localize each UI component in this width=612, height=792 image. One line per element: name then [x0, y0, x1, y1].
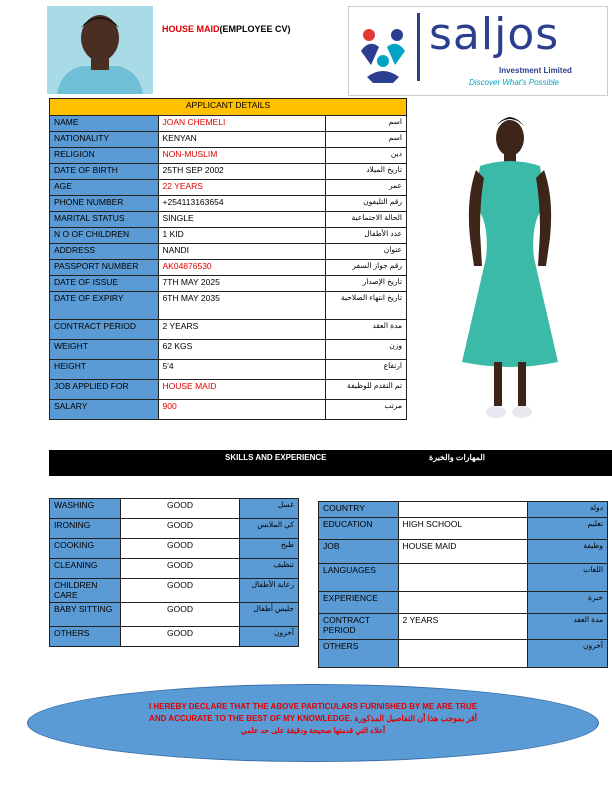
experience-row	[319, 518, 608, 540]
experience-value	[398, 564, 528, 592]
experience-label: COUNTRY	[319, 502, 399, 518]
skill-value: GOOD	[121, 499, 240, 519]
skill-value: GOOD	[121, 603, 240, 627]
applicant-label: NATIONALITY	[50, 132, 159, 148]
applicant-label-ar: عدد الأطفال	[326, 228, 407, 244]
skills-table	[49, 498, 299, 647]
passport-photo	[47, 6, 153, 94]
skill-label-ar: غسل	[240, 499, 299, 519]
skill-value: GOOD	[121, 539, 240, 559]
applicant-label-ar: ارتفاع	[326, 360, 407, 380]
applicant-row	[50, 276, 407, 292]
declaration-line-2: AND ACCURATE TO THE BEST OF MY KNOWLEDGE.	[149, 714, 353, 723]
applicant-label: ADDRESS	[50, 244, 159, 260]
skill-label-ar: جليس أطفال	[240, 603, 299, 627]
applicant-label-ar: اسم	[326, 132, 407, 148]
skill-label-ar: تنظيف	[240, 559, 299, 579]
skills-experience-bar	[49, 450, 612, 476]
applicant-label: HEIGHT	[50, 360, 159, 380]
applicant-label: DATE OF ISSUE	[50, 276, 159, 292]
applicant-label-ar: تم التقدم للوظيفة	[326, 380, 407, 400]
experience-label: OTHERS	[319, 640, 399, 668]
skill-label: COOKING	[50, 539, 121, 559]
title-job: HOUSE MAID	[162, 24, 220, 34]
applicant-label-ar: تاريخ الإصدار	[326, 276, 407, 292]
applicant-row	[50, 164, 407, 180]
experience-row	[319, 614, 608, 640]
applicant-row	[50, 180, 407, 196]
declaration-ar-1: أقر بموجب هذا أن التفاصيل المذكورة	[354, 714, 477, 723]
skills-bar-en: SKILLS AND EXPERIENCE	[225, 453, 327, 462]
skill-label-ar: رعاية الأطفال	[240, 579, 299, 603]
skill-label: IRONING	[50, 519, 121, 539]
experience-row	[319, 502, 608, 518]
applicant-value: 62 KGS	[158, 340, 326, 360]
applicant-label-ar: وزن	[326, 340, 407, 360]
applicant-label-ar: تاريخ انتهاء الصلاحية	[326, 292, 407, 320]
applicant-row	[50, 148, 407, 164]
experience-value: 2 YEARS	[398, 614, 528, 640]
page-title	[162, 24, 291, 34]
applicant-value: 1 KID	[158, 228, 326, 244]
skill-value: GOOD	[121, 519, 240, 539]
skill-row	[50, 559, 299, 579]
applicant-label: PHONE NUMBER	[50, 196, 159, 212]
skill-label-ar: طبخ	[240, 539, 299, 559]
applicant-row	[50, 212, 407, 228]
skill-label: OTHERS	[50, 627, 121, 647]
applicant-label: N O OF CHILDREN	[50, 228, 159, 244]
skill-row	[50, 519, 299, 539]
experience-table	[318, 501, 608, 668]
applicant-label: NAME	[50, 116, 159, 132]
applicant-label-ar: رقم جواز السفر	[326, 260, 407, 276]
applicant-row	[50, 116, 407, 132]
applicant-value: NANDI	[158, 244, 326, 260]
applicant-label-ar: تاريخ الميلاد	[326, 164, 407, 180]
applicant-label-ar: عنوان	[326, 244, 407, 260]
experience-label-ar: وظيفة	[528, 540, 608, 564]
applicant-label: AGE	[50, 180, 159, 196]
applicant-value: JOAN CHEMELI	[158, 116, 326, 132]
applicant-value: 6TH MAY 2035	[158, 292, 326, 320]
skill-row	[50, 579, 299, 603]
applicant-value: 2 YEARS	[158, 320, 326, 340]
applicant-value: 22 YEARS	[158, 180, 326, 196]
logo-tagline: Discover What's Possible	[469, 78, 559, 87]
applicant-row	[50, 400, 407, 420]
skill-label: BABY SITTING	[50, 603, 121, 627]
experience-label-ar: آخرون	[528, 640, 608, 668]
experience-row	[319, 540, 608, 564]
skill-value: GOOD	[121, 579, 240, 603]
applicant-row	[50, 132, 407, 148]
applicant-value: 900	[158, 400, 326, 420]
applicant-value: KENYAN	[158, 132, 326, 148]
logo-subtitle: Investment Limited	[499, 66, 572, 75]
experience-value: HIGH SCHOOL	[398, 518, 528, 540]
applicant-label: PASSPORT NUMBER	[50, 260, 159, 276]
applicant-label: SALARY	[50, 400, 159, 420]
skill-value: GOOD	[121, 559, 240, 579]
company-logo	[348, 6, 608, 96]
experience-row	[319, 640, 608, 668]
experience-label-ar: دولة	[528, 502, 608, 518]
applicant-label: RELIGION	[50, 148, 159, 164]
applicant-label: CONTRACT PERIOD	[50, 320, 159, 340]
declaration-line-1: I HEREBY DECLARE THAT THE ABOVE PARTICULARS FURNISHED BY ME ARE TRUE	[148, 702, 478, 711]
experience-label: CONTRACT PERIOD	[319, 614, 399, 640]
skill-row	[50, 499, 299, 519]
applicant-row	[50, 380, 407, 400]
skill-label: WASHING	[50, 499, 121, 519]
applicant-label-ar: الحالة الاجتماعية	[326, 212, 407, 228]
experience-value	[398, 640, 528, 668]
experience-label: EDUCATION	[319, 518, 399, 540]
experience-label-ar: مدة العقد	[528, 614, 608, 640]
applicant-label: MARITAL STATUS	[50, 212, 159, 228]
applicant-label-ar: مدة العقد	[326, 320, 407, 340]
applicant-value: +254113163654	[158, 196, 326, 212]
experience-row	[319, 564, 608, 592]
full-body-photo	[440, 108, 580, 438]
skill-label-ar: كي الملابس	[240, 519, 299, 539]
applicant-label: DATE OF EXPIRY	[50, 292, 159, 320]
applicant-details-table	[49, 98, 407, 420]
experience-row	[319, 592, 608, 614]
experience-label: EXPERIENCE	[319, 592, 399, 614]
experience-value: HOUSE MAID	[398, 540, 528, 564]
applicant-label: DATE OF BIRTH	[50, 164, 159, 180]
applicant-row	[50, 196, 407, 212]
applicant-value: HOUSE MAID	[158, 380, 326, 400]
applicant-value: 7TH MAY 2025	[158, 276, 326, 292]
applicant-label-ar: مرتب	[326, 400, 407, 420]
experience-value	[398, 502, 528, 518]
skill-row	[50, 603, 299, 627]
applicant-label-ar: دين	[326, 148, 407, 164]
applicant-label-ar: رقم التليفون	[326, 196, 407, 212]
experience-label-ar: خبرة	[528, 592, 608, 614]
logo-brand: saljos	[429, 9, 560, 60]
skill-label-ar: آخرون	[240, 627, 299, 647]
experience-value	[398, 592, 528, 614]
applicant-row	[50, 320, 407, 340]
applicant-row	[50, 360, 407, 380]
experience-label: LANGUAGES	[319, 564, 399, 592]
applicant-label-ar: عمر	[326, 180, 407, 196]
skill-value: GOOD	[121, 627, 240, 647]
applicant-value: NON-MUSLIM	[158, 148, 326, 164]
applicant-label: JOB APPLIED FOR	[50, 380, 159, 400]
logo-figures-icon	[353, 21, 413, 85]
applicant-value: SINGLE	[158, 212, 326, 228]
applicant-label-ar: اسم	[326, 116, 407, 132]
skills-bar-ar: المهارات والخبرة	[429, 453, 485, 462]
skill-row	[50, 539, 299, 559]
applicant-value: AK04876530	[158, 260, 326, 276]
applicant-row	[50, 292, 407, 320]
applicant-value: 5'4	[158, 360, 326, 380]
experience-label-ar: تعليم	[528, 518, 608, 540]
applicant-label: WEIGHT	[50, 340, 159, 360]
experience-label-ar: اللغات	[528, 564, 608, 592]
applicant-details-heading: APPLICANT DETAILS	[50, 99, 407, 116]
title-suffix: (EMPLOYEE CV)	[219, 24, 291, 34]
experience-label: JOB	[319, 540, 399, 564]
skill-label: CHILDREN CARE	[50, 579, 121, 603]
declaration-ar-2: أعلاه التي قدمتها صحيحة ودقيقة على حد علمي	[240, 726, 386, 735]
applicant-value: 25TH SEP 2002	[158, 164, 326, 180]
applicant-row	[50, 340, 407, 360]
applicant-row	[50, 260, 407, 276]
declaration-ellipse	[27, 684, 599, 762]
skill-label: CLEANING	[50, 559, 121, 579]
skill-row	[50, 627, 299, 647]
applicant-row	[50, 228, 407, 244]
applicant-row	[50, 244, 407, 260]
